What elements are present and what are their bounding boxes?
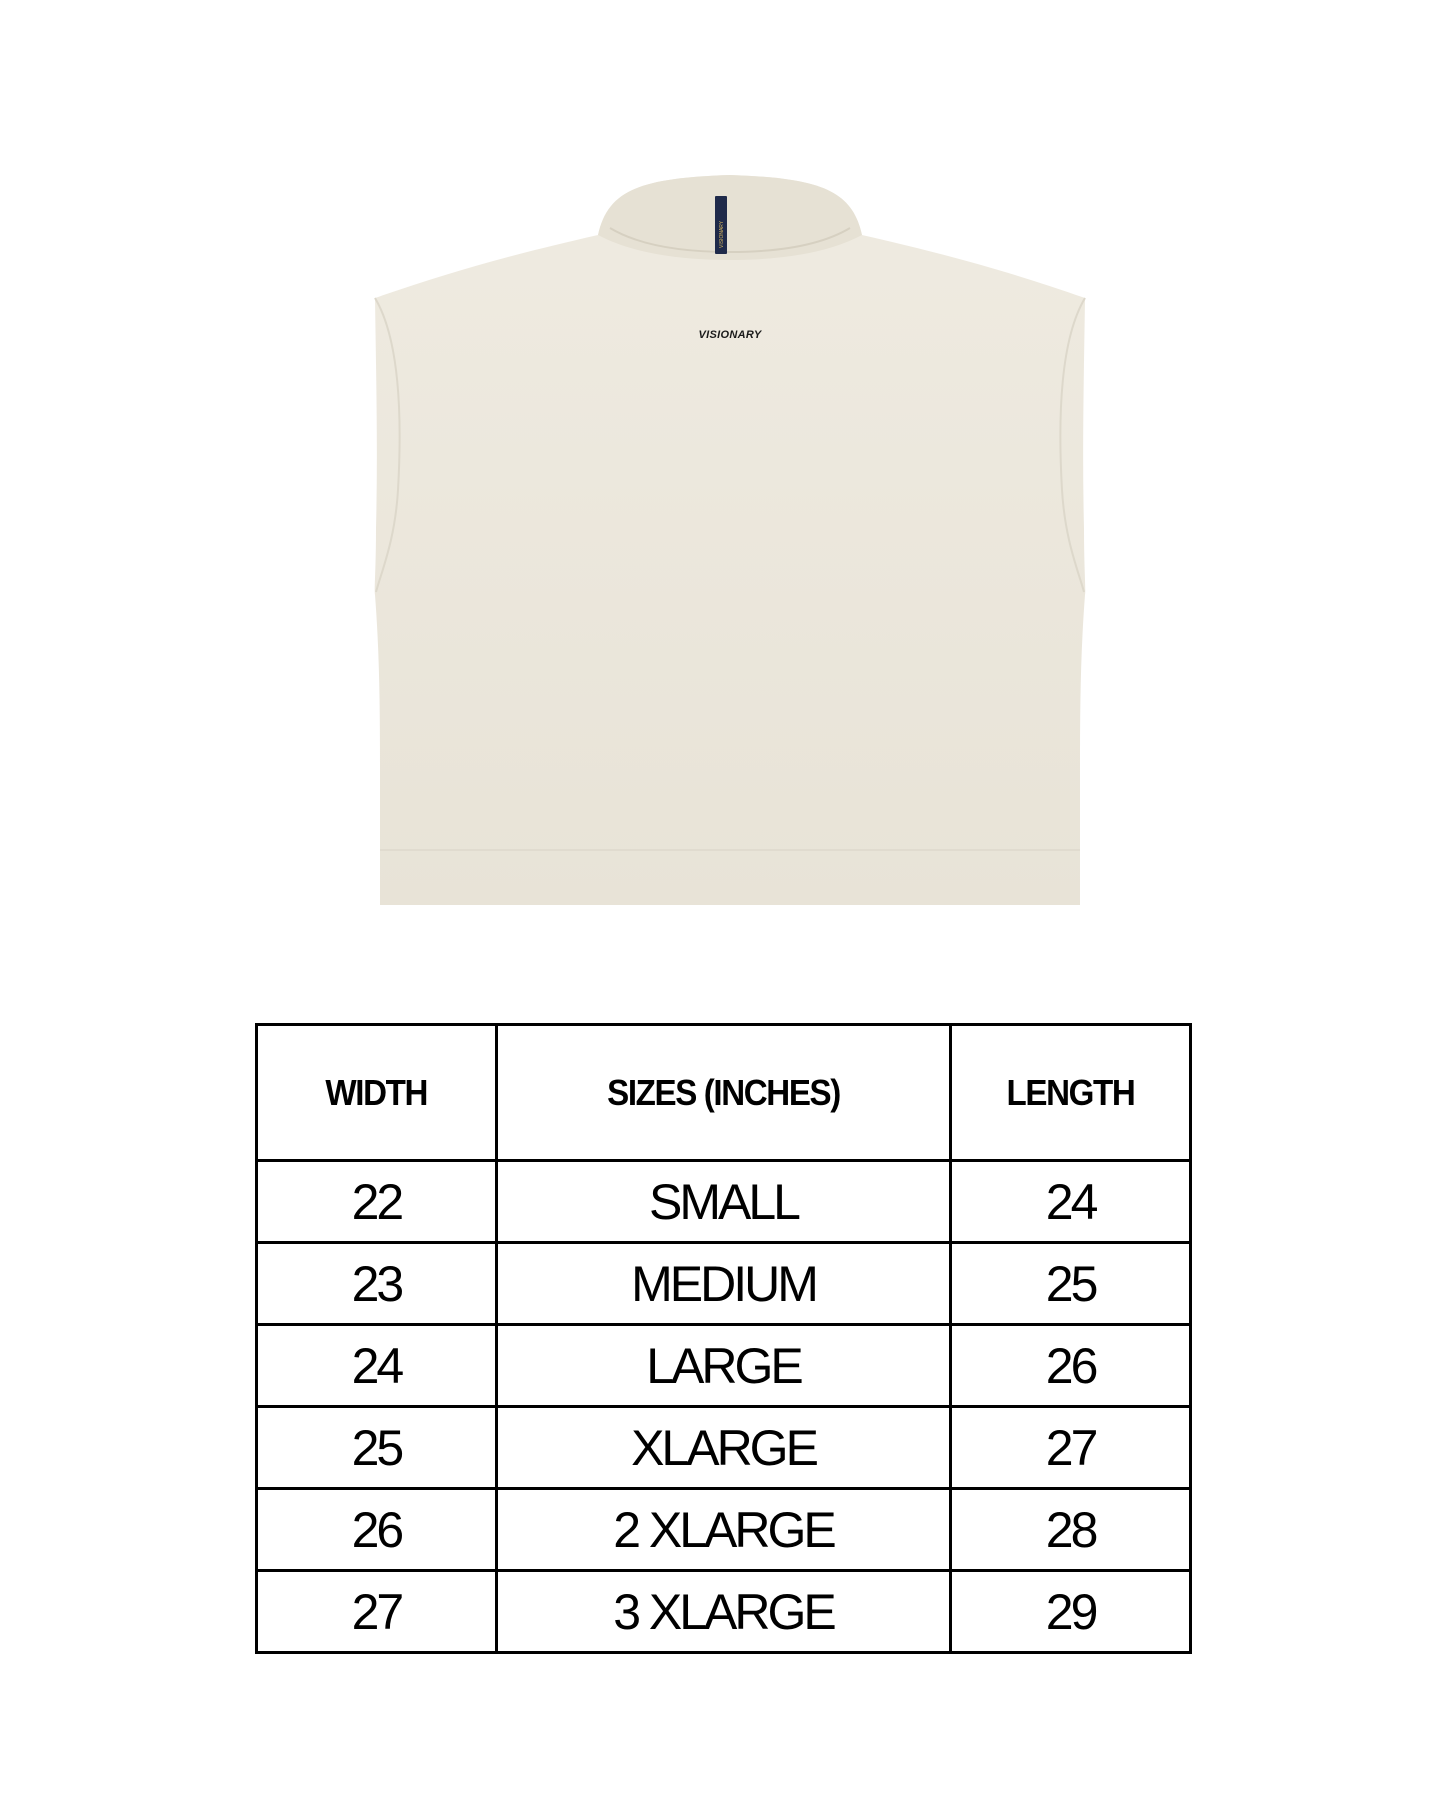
table-row: [257, 1407, 1191, 1489]
width-cell: 22: [257, 1161, 497, 1243]
table-row: [257, 1571, 1191, 1653]
width-cell: 23: [257, 1243, 497, 1325]
header-length-label: LENGTH: [1006, 1071, 1135, 1113]
header-width: [257, 1025, 497, 1161]
tee-collar: [598, 175, 862, 260]
width-cell: 27: [257, 1571, 497, 1653]
width-cell: 25: [257, 1407, 497, 1489]
size-cell: 2 XLARGE: [496, 1489, 950, 1571]
length-cell: 28: [951, 1489, 1191, 1571]
length-cell: 25: [951, 1243, 1191, 1325]
chest-logo-text: VISIONARY: [698, 329, 762, 341]
table-row: [257, 1325, 1191, 1407]
neck-tag-text: VISIONARY: [719, 220, 725, 248]
size-cell: MEDIUM: [496, 1243, 950, 1325]
length-cell: 29: [951, 1571, 1191, 1653]
size-chart-header-row: [257, 1025, 1191, 1161]
size-cell: XLARGE: [496, 1407, 950, 1489]
header-sizes-label: SIZES (INCHES): [607, 1071, 840, 1113]
header-length: [951, 1025, 1191, 1161]
size-cell: SMALL: [496, 1161, 950, 1243]
tee-body: [375, 175, 1086, 905]
width-cell: 24: [257, 1325, 497, 1407]
table-row: [257, 1243, 1191, 1325]
table-row: [257, 1489, 1191, 1571]
header-sizes: [496, 1025, 950, 1161]
table-row: [257, 1161, 1191, 1243]
width-cell: 26: [257, 1489, 497, 1571]
size-chart-table: [255, 1023, 1192, 1654]
length-cell: 26: [951, 1325, 1191, 1407]
sleeveless-tee-illustration: [340, 160, 1120, 920]
size-cell: LARGE: [496, 1325, 950, 1407]
product-image: [340, 160, 1120, 920]
length-cell: 24: [951, 1161, 1191, 1243]
length-cell: 27: [951, 1407, 1191, 1489]
header-width-label: WIDTH: [325, 1071, 428, 1113]
size-cell: 3 XLARGE: [496, 1571, 950, 1653]
